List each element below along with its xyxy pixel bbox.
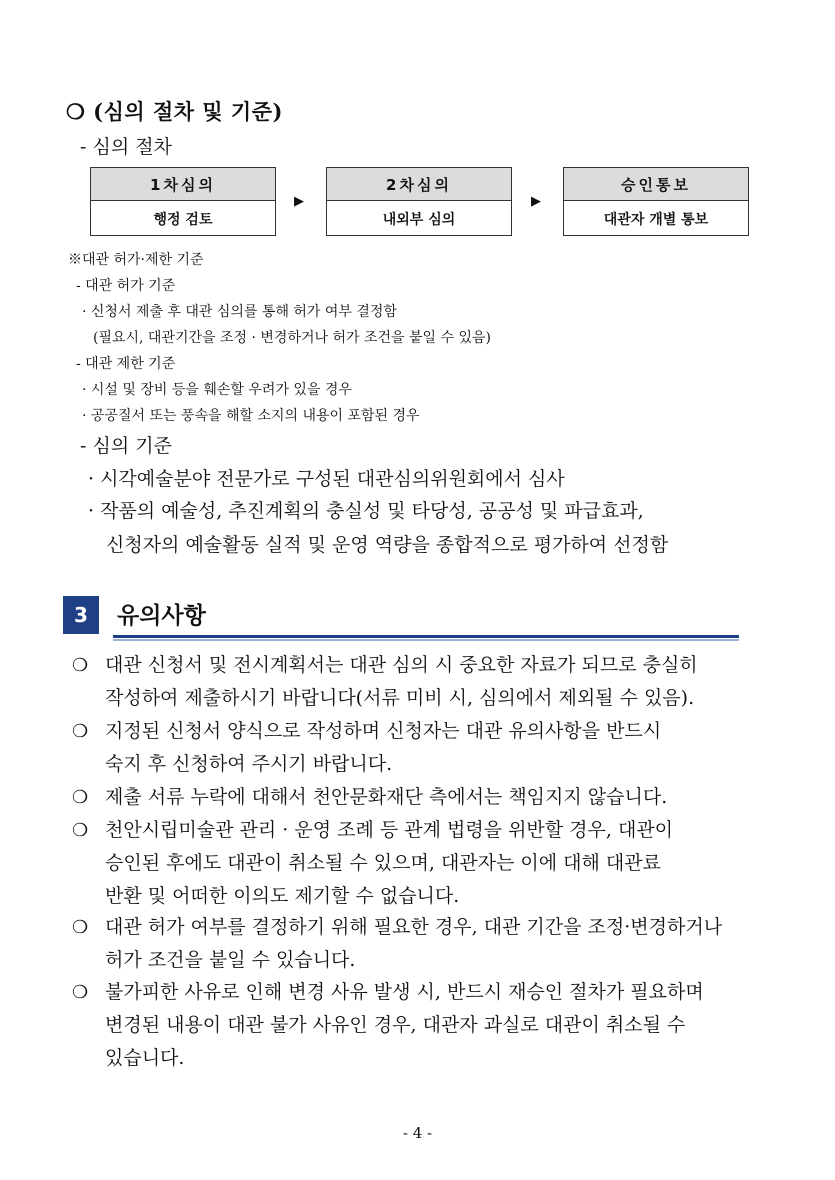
limit-title: - 대관 제한 기준 [76,356,176,372]
process-sub-heading: - 심의 절차 [80,136,172,158]
flow-step-3-title: 승인통보 [564,168,748,201]
permit-title: - 대관 허가 기준 [76,278,176,294]
section-underline-light [113,639,739,641]
flow-step-2-desc: 내외부 심의 [382,212,456,228]
circle-bullet-icon: ❍ [72,787,89,808]
notice-item-5 [72,911,777,977]
notice-item-6 [72,976,777,1075]
notice-item-3 [72,781,777,814]
notice-item-4 [72,814,777,913]
flow-arrow-1: ▶ [294,194,304,209]
section-number-badge: 3 [63,596,99,634]
notice-item-1-text: 대관 신청서 및 전시계획서는 대관 심의 시 중요한 자료가 되므로 충실히 작성하여 제출하시기 바랍니다(서류 미비 시, 심의에서 제외될 수 있음). [105,654,698,709]
circle-bullet-icon: ❍ [72,982,89,1003]
circle-bullet-icon: ❍ [72,820,89,841]
permit-item-2: (필요시, 대관기간을 조정 · 변경하거나 허가 조건을 붙일 수 있음) [93,330,491,346]
notice-item-5-text: 대관 허가 여부를 결정하기 위해 필요한 경우, 대관 기간을 조정·변경하거나 허가 조건을 붙일 수 있습니다. [105,916,723,971]
notice-item-2 [72,715,777,781]
flow-step-3 [563,167,749,236]
section-title: 유의사항 [117,603,206,629]
criteria-item-1: · 시각예술분야 전문가로 구성된 대관심의위원회에서 심사 [88,468,565,490]
circle-bullet-icon: ❍ [72,721,89,742]
criteria-item-2-line-1: · 작품의 예술성, 추진계획의 충실성 및 타당성, 공공성 및 파급효과, [88,500,644,522]
permit-item-1: · 신청서 제출 후 대관 심의를 통해 허가 여부 결정함 [82,304,397,320]
flow-step-2-title: 2차심의 [327,168,511,201]
criteria-item-2-line-2: 신청자의 예술활동 실적 및 운영 역량을 종합적으로 평가하여 선정함 [106,534,669,556]
flow-step-3-desc: 대관자 개별 통보 [603,212,709,228]
notice-item-3-text: 제출 서류 누락에 대해서 천안문화재단 측에서는 책임지지 않습니다. [105,786,668,808]
flow-step-2 [326,167,512,236]
notice-item-6-text: 불가피한 사유로 인해 변경 사유 발생 시, 반드시 재승인 절차가 필요하며 변경된 내용이 대관 불가 사유인 경우, 대관자 과실로 대관이 취소될 수 있습니다. [105,981,704,1069]
process-heading: ❍ (심의 절차 및 기준) [66,99,283,124]
section-underline [113,635,739,638]
flow-step-1-title: 1차심의 [91,168,275,201]
flow-step-1 [90,167,276,236]
note-title: ※대관 허가·제한 기준 [68,252,204,268]
flow-step-1-desc: 행정 검토 [153,212,213,228]
page-number: - 4 - [402,1124,433,1142]
notice-item-2-text: 지정된 신청서 양식으로 작성하며 신청자는 대관 유의사항을 반드시 숙지 후 신청하여 주시기 바랍니다. [105,720,662,775]
circle-bullet-icon: ❍ [72,655,89,676]
limit-item-2: · 공공질서 또는 풍속을 해할 소지의 내용이 포함된 경우 [82,408,420,424]
limit-item-1: · 시설 및 장비 등을 훼손할 우려가 있을 경우 [82,382,352,398]
notice-item-4-text: 천안시립미술관 관리 · 운영 조례 등 관계 법령을 위반할 경우, 대관이 승인된 후에도 대관이 취소될 수 있으며, 대관자는 이에 대해 대관료 반환 및 어떠한 이의도 제기할 수 없습니다. [105,819,674,907]
circle-bullet-icon: ❍ [72,917,89,938]
notice-item-1 [72,649,777,715]
criteria-title: - 심의 기준 [80,435,172,457]
flow-arrow-2: ▶ [531,194,541,209]
